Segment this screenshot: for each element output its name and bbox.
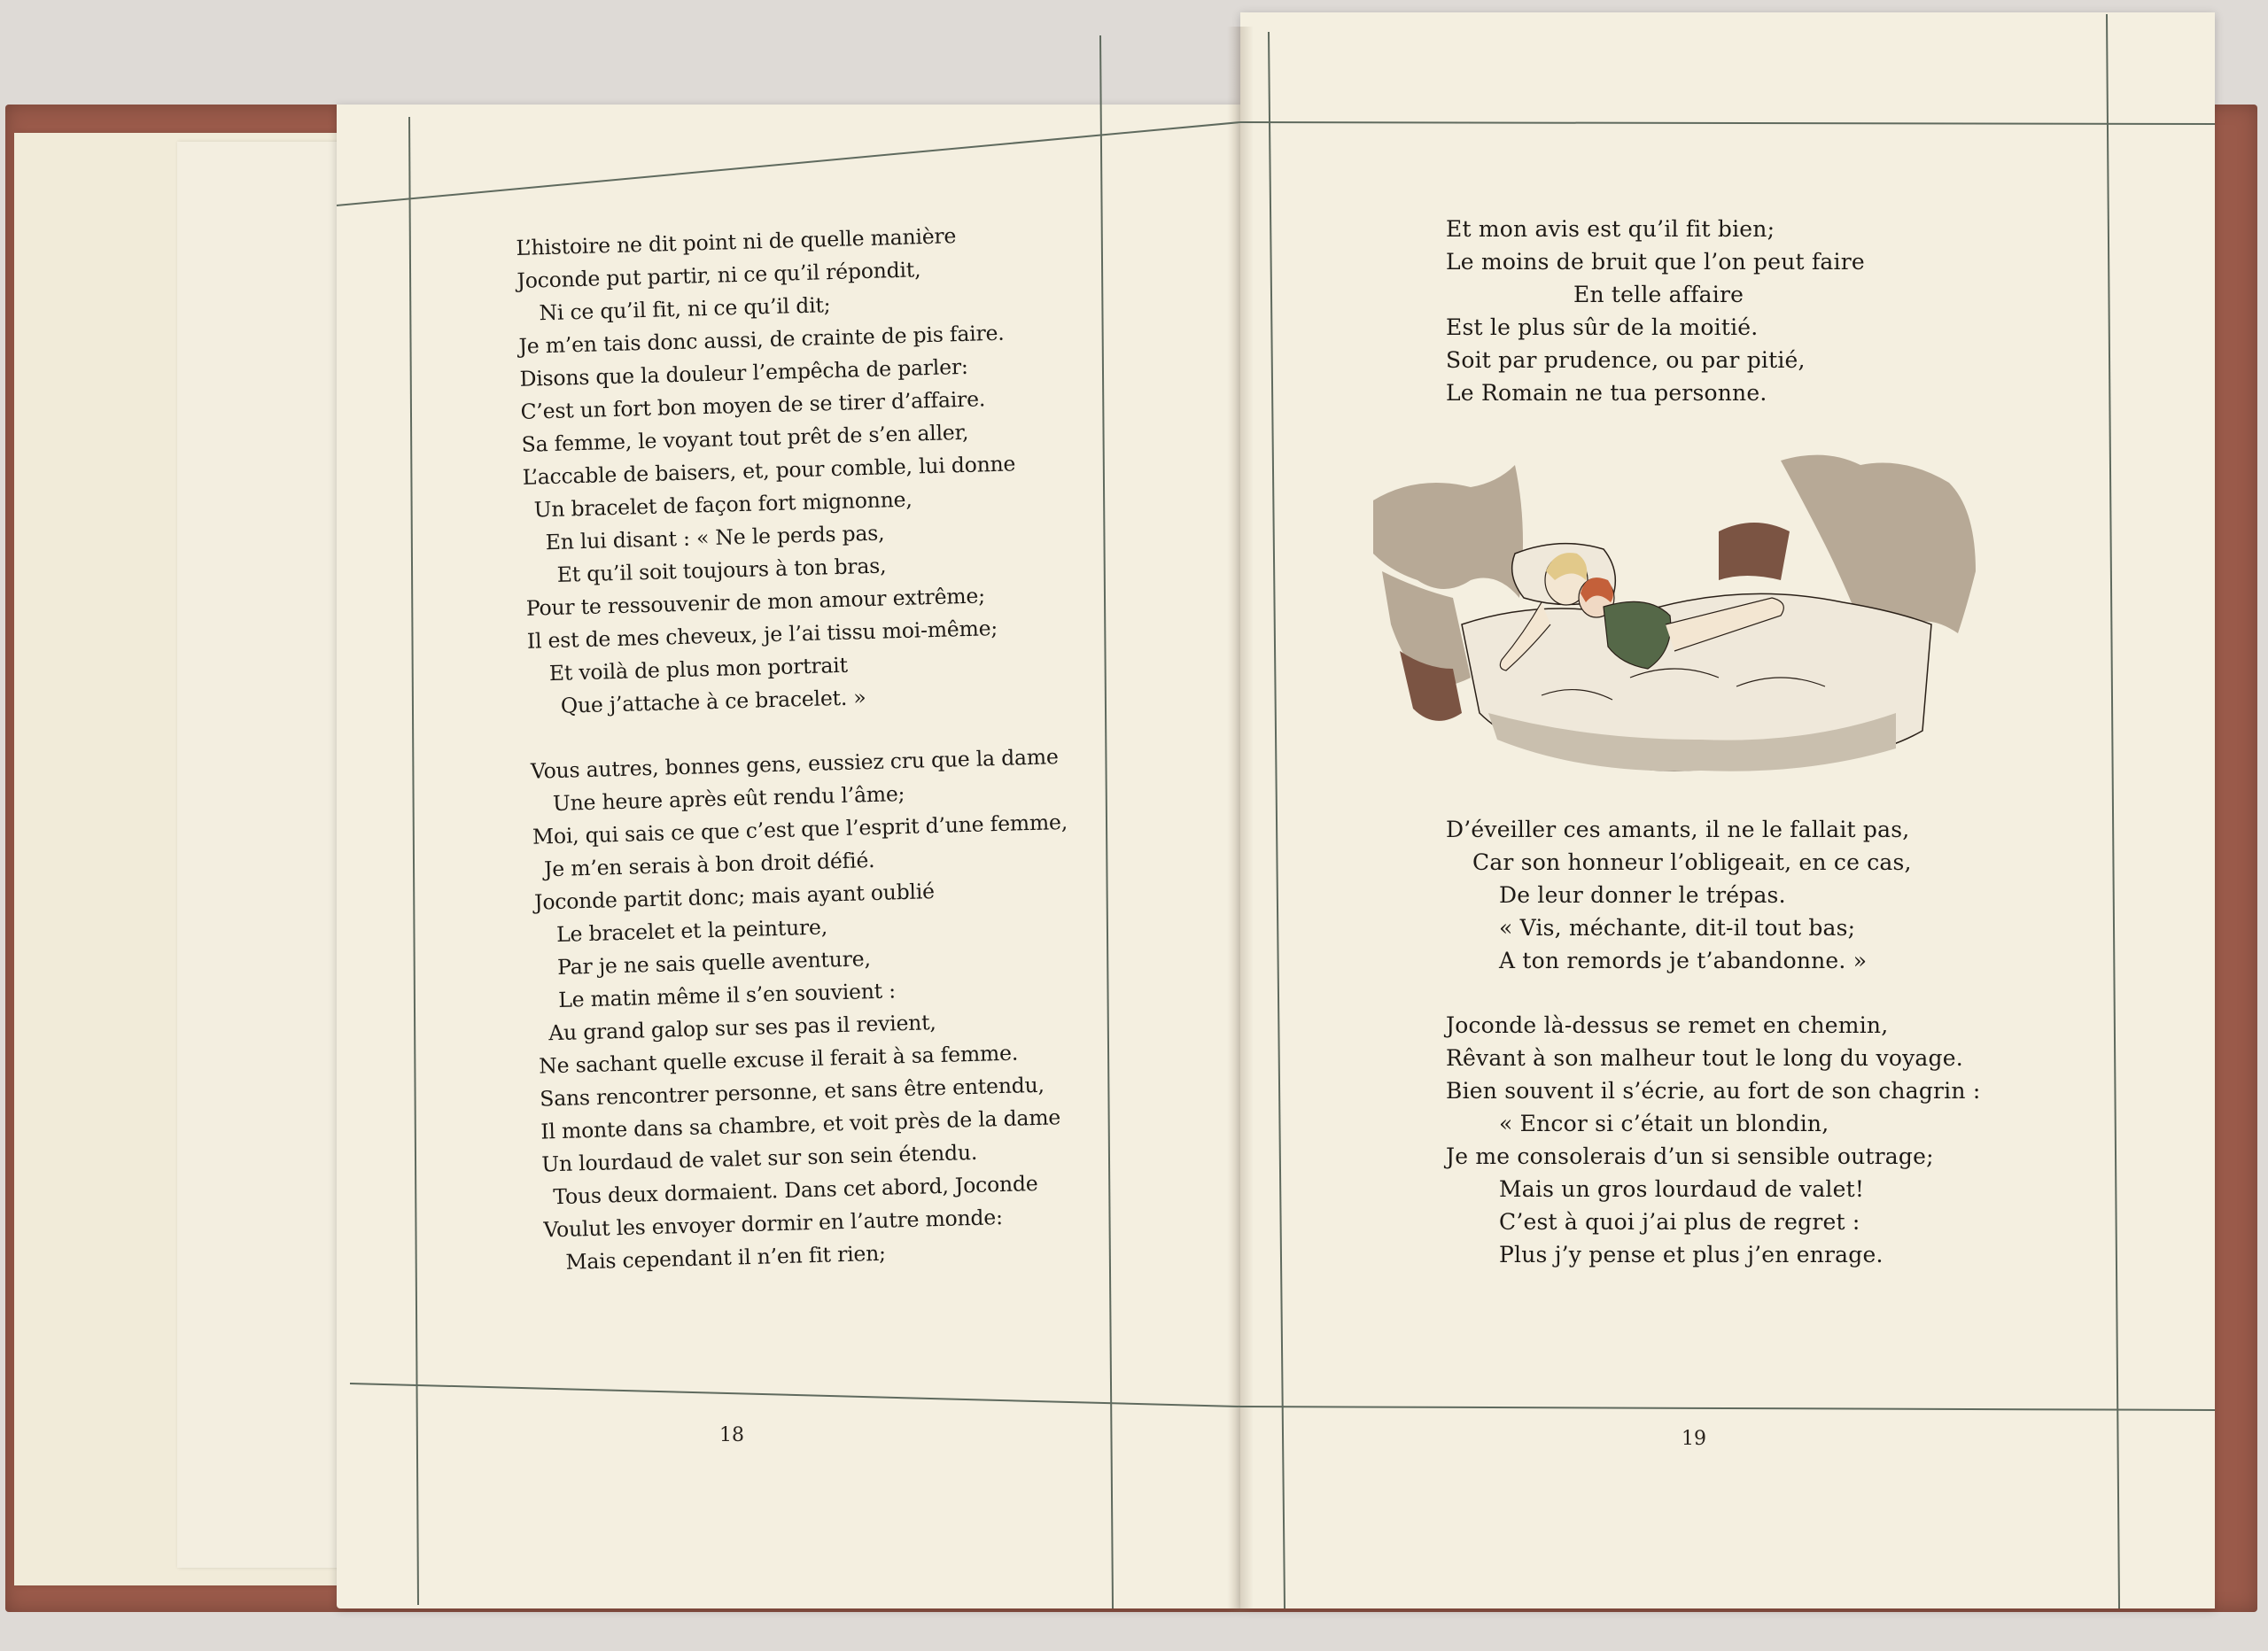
poem-line: A ton remords je t’abandonne. » bbox=[1499, 948, 1868, 973]
poem-line: Je me consolerais d’un si sensible outrage; bbox=[1446, 1143, 1934, 1169]
poem-line: Je m’en serais à bon droit défié. bbox=[543, 847, 875, 882]
poem-line: Et mon avis est qu’il fit bien; bbox=[1446, 216, 1775, 242]
poem-line: L’histoire ne dit point ni de quelle manière bbox=[516, 223, 957, 260]
poem-line: Car son honneur l’obligeait, en ce cas, bbox=[1472, 849, 1912, 875]
poem-line: De leur donner le trépas. bbox=[1499, 882, 1786, 908]
page-number-right: 19 bbox=[1682, 1428, 1706, 1450]
poem-line: « Vis, méchante, dit-il tout bas; bbox=[1499, 915, 1856, 941]
poem-line: D’éveiller ces amants, il ne le fallait pas, bbox=[1446, 817, 1910, 842]
poem-line: Le bracelet et la peinture, bbox=[555, 914, 828, 948]
poem-line: Et qu’il soit toujours à ton bras, bbox=[556, 553, 887, 587]
poem-line: Moi, qui sais ce que c’est que l’esprit d’une femme, bbox=[532, 809, 1068, 849]
poem-line: En lui disant : « Ne le perds pas, bbox=[545, 520, 885, 555]
poem-line: Disons que la douleur l’empêcha de parler: bbox=[519, 353, 968, 391]
poem-line: Et voilà de plus mon portrait bbox=[548, 652, 849, 686]
right-drape-shadow bbox=[1719, 523, 1790, 580]
poem-line: Rêvant à son malheur tout le long du voyage. bbox=[1446, 1045, 1963, 1071]
book-gutter bbox=[1227, 27, 1254, 1612]
poem-line: Une heure après eût rendu l’âme; bbox=[552, 780, 905, 817]
poem-line: Bien souvent il s’écrie, au fort de son chagrin : bbox=[1446, 1078, 1981, 1104]
right-page-poem-top bbox=[1446, 213, 1865, 409]
poem-line: Sans rencontrer personne, et sans être entendu, bbox=[539, 1072, 1045, 1112]
poem-line: Mais un gros lourdaud de valet! bbox=[1499, 1176, 1865, 1202]
poem-line: Il monte dans sa chambre, et voit près de la dame bbox=[540, 1105, 1061, 1144]
poem-line: Ne sachant quelle excuse il ferait à sa femme. bbox=[538, 1040, 1019, 1079]
bed-scene-illustration bbox=[1364, 447, 1984, 793]
poem-line: Que j’attache à ce bracelet. » bbox=[560, 685, 866, 718]
poem-line: Le matin même il s’en souvient : bbox=[557, 978, 897, 1012]
poem-line: Mais cependant il n’en fit rien; bbox=[565, 1240, 887, 1275]
poem-line: Plus j’y pense et plus j’en enrage. bbox=[1499, 1242, 1884, 1267]
poem-line: Soit par prudence, ou par pitié, bbox=[1446, 347, 1806, 373]
poem-line: Un bracelet de façon fort mignonne, bbox=[533, 486, 913, 523]
poem-line: Vous autres, bonnes gens, eussiez cru que la dame bbox=[530, 744, 1059, 784]
poem-line: Tous deux dormaient. Dans cet abord, Joconde bbox=[553, 1170, 1038, 1210]
poem-line: Joconde partit donc; mais ayant oublié bbox=[533, 879, 936, 915]
poem-line: C’est un fort bon moyen de se tirer d’affaire. bbox=[520, 386, 986, 424]
poem-line: Joconde là-dessus se remet en chemin, bbox=[1446, 1012, 1889, 1038]
poem-line: L’accable de baisers, et, pour comble, lui donne bbox=[522, 451, 1016, 490]
poem-line: Un lourdaud de valet sur son sein étendu. bbox=[541, 1139, 978, 1177]
left-page-poem bbox=[516, 217, 1080, 1279]
poem-line: Pour te ressouvenir de mon amour extrême; bbox=[525, 583, 986, 621]
poem-line: Je m’en tais donc aussi, de crainte de pis faire. bbox=[518, 320, 1005, 359]
page-number-left: 18 bbox=[719, 1424, 744, 1446]
poem-line: Il est de mes cheveux, je l’ai tissu moi-même; bbox=[526, 615, 998, 654]
folded-back-sheet-inner bbox=[177, 142, 363, 1568]
poem-line: Le Romain ne tua personne. bbox=[1446, 380, 1767, 406]
poem-line: C’est à quoi j’ai plus de regret : bbox=[1499, 1209, 1860, 1235]
poem-line: En telle affaire bbox=[1573, 282, 1744, 307]
poem-line: Ni ce qu’il fit, ni ce qu’il dit; bbox=[539, 292, 831, 326]
poem-line: Sa femme, le voyant tout prêt de s’en aller, bbox=[521, 419, 969, 457]
poem-line: Le moins de bruit que l’on peut faire bbox=[1446, 249, 1865, 275]
poem-line: Au grand galop sur ses pas il revient, bbox=[548, 1010, 937, 1046]
right-page-poem-bottom bbox=[1446, 813, 1980, 1271]
poem-line: Est le plus sûr de la moitié. bbox=[1446, 314, 1759, 340]
poem-line: Voulut les envoyer dormir en l’autre monde: bbox=[543, 1205, 1004, 1243]
stanza-gap bbox=[1446, 977, 1980, 1009]
poem-line: Joconde put partir, ni ce qu’il répondit, bbox=[517, 257, 921, 293]
poem-line: Par je ne sais quelle aventure, bbox=[556, 946, 872, 981]
poem-line: « Encor si c’était un blondin, bbox=[1499, 1111, 1829, 1136]
